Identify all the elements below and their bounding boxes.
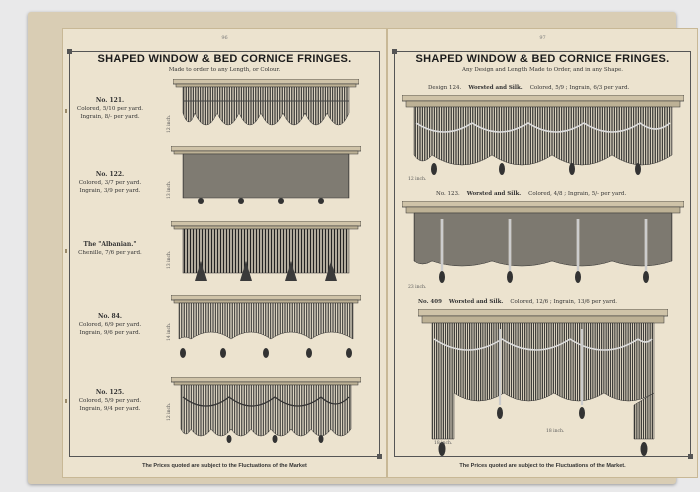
fringe-illustration-albanian [171, 221, 361, 287]
item-caption [418, 299, 617, 305]
item-price: Colored, 12/6 ; Ingrain, 13/6 per yard. [510, 299, 617, 305]
item-number: No. 409 [418, 299, 442, 305]
item-label [75, 171, 145, 195]
item-number: The "Albanian." [83, 241, 137, 248]
item-label [75, 389, 145, 413]
fringe-illustration-121 [173, 79, 359, 141]
binding-hole [65, 109, 67, 113]
depth-label: 13 inch. [167, 180, 172, 199]
item-price: Colored, 5/10 per yard. [76, 106, 144, 112]
item-material: Worsted and Silk. [466, 191, 522, 197]
fringe-illustration-124 [402, 95, 684, 187]
page-footer: The Prices quoted are subject to the Fluctuations of the Market. [459, 463, 626, 469]
fringe-illustration-122 [171, 146, 361, 208]
item-price: Ingrain, 8/- per yard. [80, 114, 140, 120]
item-number: No. 123. [436, 191, 460, 197]
item-price: Colored, 5/9 ; Ingrain, 6/3 per yard. [529, 85, 630, 91]
item-caption [428, 85, 629, 91]
page-subtitle: Any Design and Length Made to Order, and in any Shape. [461, 67, 624, 73]
left-page [62, 28, 387, 478]
depth-label: 13 inch. [167, 250, 172, 269]
depth-label: 12 inch. [408, 177, 427, 182]
page-number: 96 [221, 35, 228, 41]
item-number: No. 125. [95, 389, 125, 396]
fringe-illustration-123 [402, 201, 684, 289]
depth-label: 18 inch. [434, 441, 453, 446]
depth-label: 18 inch. [546, 429, 565, 434]
item-label [75, 313, 145, 337]
item-material: Worsted and Silk. [448, 299, 504, 305]
page-title: SHAPED WINDOW & BED CORNICE FRINGES. [97, 53, 352, 65]
item-number: No. 84. [98, 313, 122, 320]
catalogue-book [28, 12, 676, 484]
item-price: Ingrain, 9/6 per yard. [79, 330, 141, 336]
item-label [75, 97, 145, 121]
fringe-illustration-84 [171, 295, 361, 363]
item-material: Worsted and Silk. [468, 85, 523, 91]
right-page [387, 28, 698, 478]
item-number: Design 124. [428, 85, 462, 91]
item-price: Ingrain, 3/9 per yard. [79, 188, 141, 194]
binding-hole [65, 249, 67, 253]
item-price: Colored, 3/7 per yard. [78, 180, 142, 186]
binding-hole [65, 399, 67, 403]
page-subtitle: Made to order to any Length, or Colour. [168, 67, 281, 73]
depth-label: 12 inch. [167, 402, 172, 421]
page-footer: The Prices quoted are subject to the Fluctuations of the Market [142, 463, 307, 469]
depth-label: 23 inch. [408, 285, 427, 290]
item-caption [436, 191, 626, 197]
item-label [75, 241, 145, 257]
page-title: SHAPED WINDOW & BED CORNICE FRINGES. [415, 53, 670, 65]
item-number: No. 122. [95, 171, 125, 178]
depth-label: 14 inch. [167, 322, 172, 341]
page-number: 97 [539, 35, 546, 41]
item-price: Chenille, 7/6 per yard. [78, 250, 142, 256]
item-number: No. 121. [95, 97, 125, 104]
fringe-illustration-409 [418, 309, 668, 459]
fringe-illustration-125 [171, 377, 361, 449]
item-price: Colored, 6/9 per yard. [78, 322, 142, 328]
depth-label: 12 inch. [167, 114, 172, 133]
item-price: Colored, 4/8 ; Ingrain, 5/- per yard. [528, 191, 627, 197]
item-price: Ingrain, 9/4 per yard. [79, 406, 141, 412]
item-price: Colored, 5/9 per yard. [78, 398, 142, 404]
